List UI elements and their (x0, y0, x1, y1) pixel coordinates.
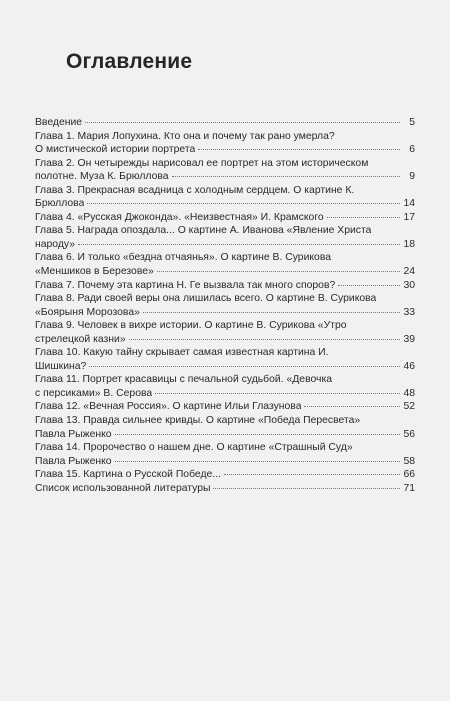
toc-page-number: 46 (403, 360, 415, 372)
toc-entry-title: Список использованной литературы (35, 482, 211, 494)
toc-page-number: 24 (403, 266, 415, 278)
toc-entry (35, 224, 415, 251)
toc-entry-title: Глава 3. Прекрасная всадница с холодным сердцем. О картине К. (35, 184, 355, 196)
toc-entry (35, 468, 415, 482)
toc-entry-title: Введение (35, 117, 83, 128)
dot-leader (129, 339, 400, 340)
toc-entry-title: Брюллова (35, 198, 85, 210)
dot-leader (155, 393, 400, 394)
dot-leader (304, 406, 400, 407)
toc-entry (35, 130, 415, 157)
toc-page-number: 9 (409, 171, 415, 183)
dot-leader (85, 122, 400, 123)
toc-entry-title: Глава 2. Он четырежды нарисовал ее портрет на этом историческом (35, 157, 369, 169)
toc-entry (35, 116, 415, 130)
toc-page-number: 33 (403, 306, 415, 318)
dot-leader (198, 149, 400, 150)
toc-entry-title: Глава 14. Пророчество о нашем дне. О картине «Страшный Суд» (35, 442, 353, 454)
toc-entry-title: стрелецкой казни» (35, 333, 126, 345)
toc-entry-title: Павла Рыженко (35, 455, 112, 467)
toc-entry-title: Глава 6. И только «бездна отчаянья». О картине В. Сурикова (35, 252, 332, 264)
toc-entry-title: Глава 5. Награда опоздала... О картине А. Иванова «Явление Христа (35, 225, 372, 237)
toc-page-number: 52 (403, 401, 415, 413)
toc-entry (35, 346, 415, 373)
dot-leader (115, 461, 400, 462)
dot-leader (143, 312, 400, 313)
toc-entry-title: Глава 1. Мария Лопухина. Кто она и почему так рано умерла? (35, 130, 335, 142)
toc-entry (35, 319, 415, 346)
toc-entry (35, 482, 415, 496)
dot-leader (338, 285, 400, 286)
toc-entry-title: с персиками» В. Серова (35, 387, 153, 399)
toc-entry-title: Глава 11. Портрет красавицы с печальной судьбой. «Девочка (35, 374, 332, 386)
toc-entry (35, 251, 415, 278)
toc-entry (35, 373, 415, 400)
dot-leader (87, 203, 400, 204)
dot-leader (157, 271, 400, 272)
toc-page-number: 56 (403, 428, 415, 440)
toc-page-number: 14 (403, 198, 415, 210)
dot-leader (89, 366, 400, 367)
toc-page-number: 58 (403, 455, 415, 467)
toc-entry-title: «Меншиков в Березове» (35, 266, 154, 278)
toc-entry-title: Глава 13. Правда сильнее кривды. О картине «Победа Пересвета» (35, 415, 361, 427)
toc-entry-title: Глава 8. Ради своей веры она лишилась всего. О картине В. Сурикова (35, 293, 377, 305)
toc-entry-title: Глава 9. Человек в вихре истории. О картине В. Сурикова «Утро (35, 320, 347, 332)
dot-leader (172, 176, 400, 177)
toc-page-number: 6 (409, 144, 415, 156)
toc-entry-title: народу» (35, 238, 75, 250)
toc-entry (35, 211, 415, 225)
dot-leader (327, 217, 400, 218)
table-of-contents (35, 116, 415, 495)
toc-entry-title: Павла Рыженко (35, 428, 112, 440)
toc-entry-title: Глава 15. Картина о Русской Победе... (35, 469, 221, 481)
toc-entry-title: Шишкина? (35, 360, 87, 372)
toc-page-number: 18 (403, 238, 415, 250)
dot-leader (224, 474, 400, 475)
toc-entry (35, 441, 415, 468)
toc-page-number: 17 (403, 211, 415, 223)
toc-entry (35, 279, 415, 293)
toc-entry (35, 414, 415, 441)
toc-page-number: 71 (403, 482, 415, 494)
toc-entry (35, 157, 415, 184)
toc-entry-title: Глава 10. Какую тайну скрывает самая известная картина И. (35, 347, 329, 359)
toc-page-number: 39 (403, 333, 415, 345)
dot-leader (213, 488, 400, 489)
toc-entry (35, 184, 415, 211)
toc-page-number: 5 (409, 117, 415, 128)
page-title: Оглавление (66, 50, 193, 73)
toc-entry (35, 400, 415, 414)
toc-entry-title: Глава 4. «Русская Джоконда». «Неизвестная» И. Крамского (35, 211, 324, 223)
toc-page-number: 66 (403, 469, 415, 481)
dot-leader (78, 244, 400, 245)
toc-page-number: 48 (403, 387, 415, 399)
toc-entry (35, 292, 415, 319)
toc-entry-title: О мистической истории портрета (35, 144, 196, 156)
dot-leader (115, 434, 400, 435)
toc-entry-title: Глава 7. Почему эта картина Н. Ге вызвала так много споров? (35, 279, 336, 291)
toc-entry-title: Глава 12. «Вечная Россия». О картине Ильи Глазунова (35, 401, 302, 413)
toc-page-number: 30 (403, 279, 415, 291)
toc-entry-title: полотне. Муза К. Брюллова (35, 171, 169, 183)
toc-entry-title: «Боярыня Морозова» (35, 306, 140, 318)
